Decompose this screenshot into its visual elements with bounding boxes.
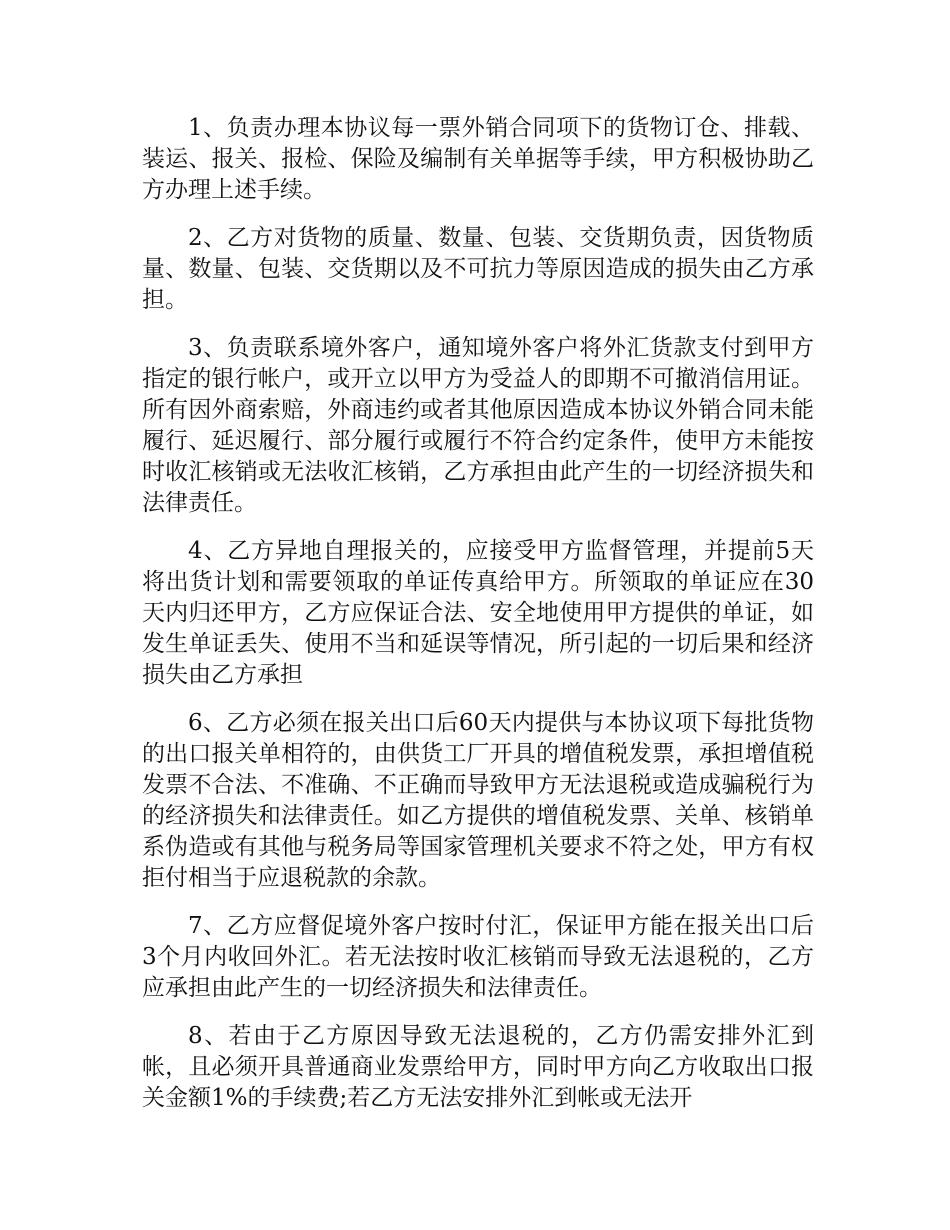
clause-6: 6、乙方必须在报关出口后60天内提供与本协议项下每批货物的出口报关单相符的，由供货工厂开具的增值税发票，承担增值税发票不合法、不准确、不正确而导致甲方无法退税或造成骗税行为的经济损失和法律责任。如乙方提供的增值税发票、关单、核销单系伪造或有其他与税务局等国家管理机关要求不符之处，甲方有权拒付相当于应退税款的余款。 — [142, 710, 814, 891]
clause-3: 3、负责联系境外客户，通知境外客户将外汇货款支付到甲方指定的银行帐户，或开立以甲方为受益人的即期不可撤消信用证。所有因外商索赔，外商违约或者其他原因造成本协议外销合同未能履行、延迟履行、部分履行或履行不符合约定条件，使甲方未能按时收汇核销或无法收汇核销，乙方承担由此产生的一切经济损失和法律责任。 — [142, 335, 814, 516]
clause-2: 2、乙方对货物的质量、数量、包装、交货期负责，因货物质量、数量、包装、交货期以及不可抗力等原因造成的损失由乙方承担。 — [142, 225, 814, 313]
clause-1: 1、负责办理本协议每一票外销合同项下的货物订仓、排载、装运、报关、报检、保险及编制有关单据等手续，甲方积极协助乙方办理上述手续。 — [142, 115, 814, 203]
document-body — [142, 113, 814, 1131]
clause-4: 4、乙方异地自理报关的，应接受甲方监督管理，并提前5天将出货计划和需要领取的单证传真给甲方。所领取的单证应在30天内归还甲方，乙方应保证合法、安全地使用甲方提供的单证，如发生单证丢失、使用不当和延误等情况，所引起的一切后果和经济损失由乙方承担 — [142, 538, 814, 688]
clause-8: 8、若由于乙方原因导致无法退税的，乙方仍需安排外汇到帐，且必须开具普通商业发票给甲方，同时甲方向乙方收取出口报关金额1%的手续费;若乙方无法安排外汇到帐或无法开 — [142, 1023, 814, 1111]
clause-7: 7、乙方应督促境外客户按时付汇，保证甲方能在报关出口后3个月内收回外汇。若无法按时收汇核销而导致无法退税的，乙方应承担由此产生的一切经济损失和法律责任。 — [142, 913, 814, 1001]
